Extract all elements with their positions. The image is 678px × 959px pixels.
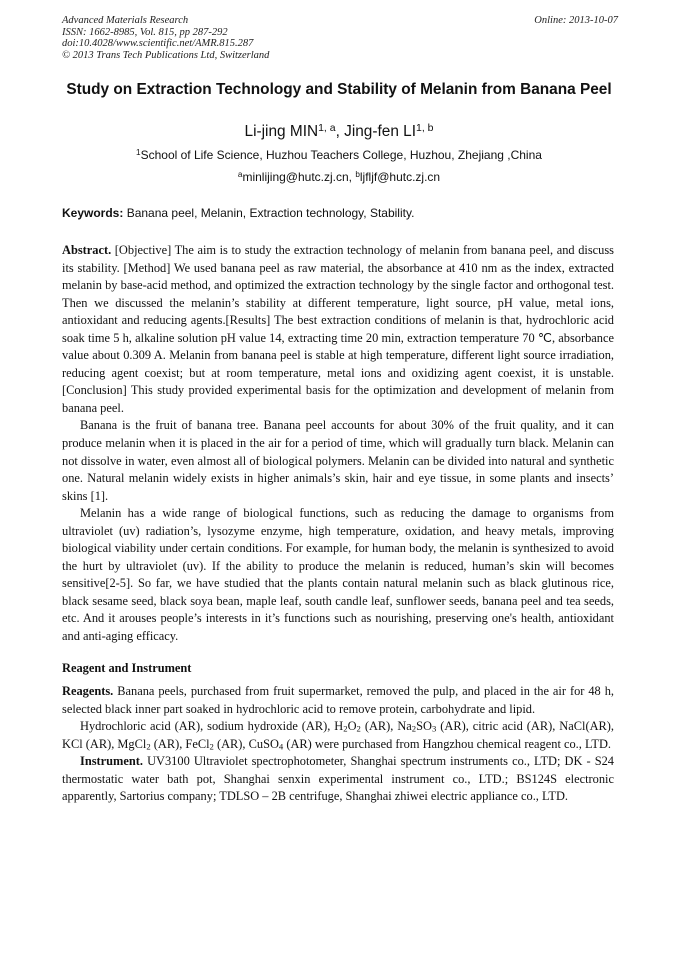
- copyright-line: © 2013 Trans Tech Publications Ltd, Switzerland: [62, 49, 270, 61]
- author-list: [62, 122, 616, 141]
- email-line: [62, 170, 616, 185]
- intro-paragraph: Banana is the fruit of banana tree. Banana peel accounts for about 30% of the fruit quality, and it can produce melanin when it is placed in the air for a period of time, which will gradually turn black. Melanin can not dissolve in water, even almost all of biological polymers. Melanin can be divided into natural and synthetic one. Natural melanin widely exists in higher animals’s skin, hair and eye tissue, in some plants and insects’ skins [1].: [62, 418, 614, 503]
- keywords: [62, 206, 616, 221]
- author-name: Li-jing MIN: [244, 123, 319, 140]
- author-separator: ,: [335, 123, 345, 140]
- affiliation-mark: 1: [136, 147, 141, 157]
- reagents-text: Banana peels, purchased from fruit supermarket, removed the pulp, and placed in the air for 48 h, selected black inner part soaked in hydrochloric acid to remove protein, carbohydrate and lipid.: [62, 684, 614, 716]
- email-address: ljfljf@hutc.zj.cn: [359, 170, 441, 184]
- author-affil-mark: 1, b: [416, 122, 434, 134]
- author-affil-mark: 1, a: [318, 122, 336, 134]
- paper-title: Study on Extraction Technology and Stability of Melanin from Banana Peel: [66, 81, 612, 98]
- chemicals-paragraph: Hydrochloric acid (AR), sodium hydroxide (AR), $H_2O_2$ (AR), $Na_2SO_3$ (AR), citric acid (AR), NaCl(AR), KCl (AR), MgCl$_2$ (AR), FeCl$_2$ (AR), CuSO$_4$ (AR) were purchased from Hangzhou chemical reagent co., LTD.: [62, 719, 615, 752]
- keywords-text: Banana peel, Melanin, Extraction technology, Stability.: [123, 206, 415, 220]
- author-name: Jing-fen LI: [344, 123, 416, 140]
- journal-header: [62, 15, 618, 61]
- email-mark: a: [237, 169, 243, 179]
- section-heading: Reagent and Instrument: [62, 660, 192, 675]
- abstract-text: [Objective] The aim is to study the extraction technology of melanin from banana peel, and discuss its stability. [Method] We used banana peel as raw material, the absorbance at 410 nm as the index, extracted melanin by base-acid method, and optimized the extraction technology by the single factor and orthogonal test. Then we discussed the melanin’s stability at different temperature, light source, pH value, metal ions, antioxidant and reducing agents.[Results] The best extraction conditions of melanin is that, hydrochloric acid soak time 5 h, alkaline solution pH value 14, extracting time 20 min, extraction temperature 70 ℃, absorbance value about 0.309 A. Melanin from banana peel is stable at high temperature, different light source irradiation, reducing agent coexist; but at room temperature, metal ions and oxidizing agent coexist, it is unstable. [Conclusion] This study provided experimental basis for the optimization and development of melanin from banana peel.: [62, 243, 614, 415]
- reagents-paragraph: [62, 683, 614, 718]
- instrument-label: Instrument.: [80, 754, 143, 769]
- reagents-label: Reagents.: [62, 684, 114, 699]
- email-separator: ,: [348, 170, 356, 184]
- affiliation: [62, 148, 616, 163]
- issn-line: ISSN: 1662-8985, Vol. 815, pp 287-292: [62, 26, 228, 38]
- affiliation-text: School of Life Science, Huzhou Teachers College, Huzhou, Zhejiang ,China: [140, 148, 542, 162]
- online-date: Online: 2013-10-07: [534, 15, 618, 26]
- abstract-label: Abstract.: [62, 243, 112, 257]
- abstract-paragraph: [62, 242, 614, 417]
- instrument-paragraph: [62, 753, 614, 806]
- instrument-text: UV3100 Ultraviolet spectrophotometer, Shanghai spectrum instruments co., LTD; DK - S24 thermostatic water bath pot, Shanghai senxin experimental instrument co., LTD.; BS124S electronic apparently, Sartorius company; TDLSO – 2B centrifuge, Shanghai zhiwei electric appliance co., LTD.: [62, 754, 614, 804]
- doi-line: doi:10.4028/www.scientific.net/AMR.815.287: [62, 38, 254, 50]
- keywords-label: Keywords:: [62, 206, 124, 220]
- body-text: [62, 242, 614, 806]
- journal-name: Advanced Materials Research: [62, 15, 189, 26]
- email-mark: b: [355, 169, 360, 179]
- intro-paragraph: Melanin has a wide range of biological functions, such as reducing the damage to organisms from ultraviolet (uv) radiation’s, lysozyme enzyme, high temperature, oxidation, and heavy metals, improving biological viability under certain conditions. For example, for human body, the melanin is synthesized to avoid the hurt by ultraviolet (uv). If the ability to produce the melanin is reduced, human’s skin will becomes sensitive[2-5]. So far, we have studied that the plants contain natural melanin such as black glutinous rice, black sesame seed, black soya bean, maple leaf, south candle leaf, sunflower seeds, banana peel and tea seeds, etc. And it arouses people’s interests in it’s functions such as nourishing, preserving one's health, antioxidant and anti-aging efficacy.: [62, 506, 614, 644]
- email-address: minlijing@hutc.zj.cn: [242, 170, 349, 184]
